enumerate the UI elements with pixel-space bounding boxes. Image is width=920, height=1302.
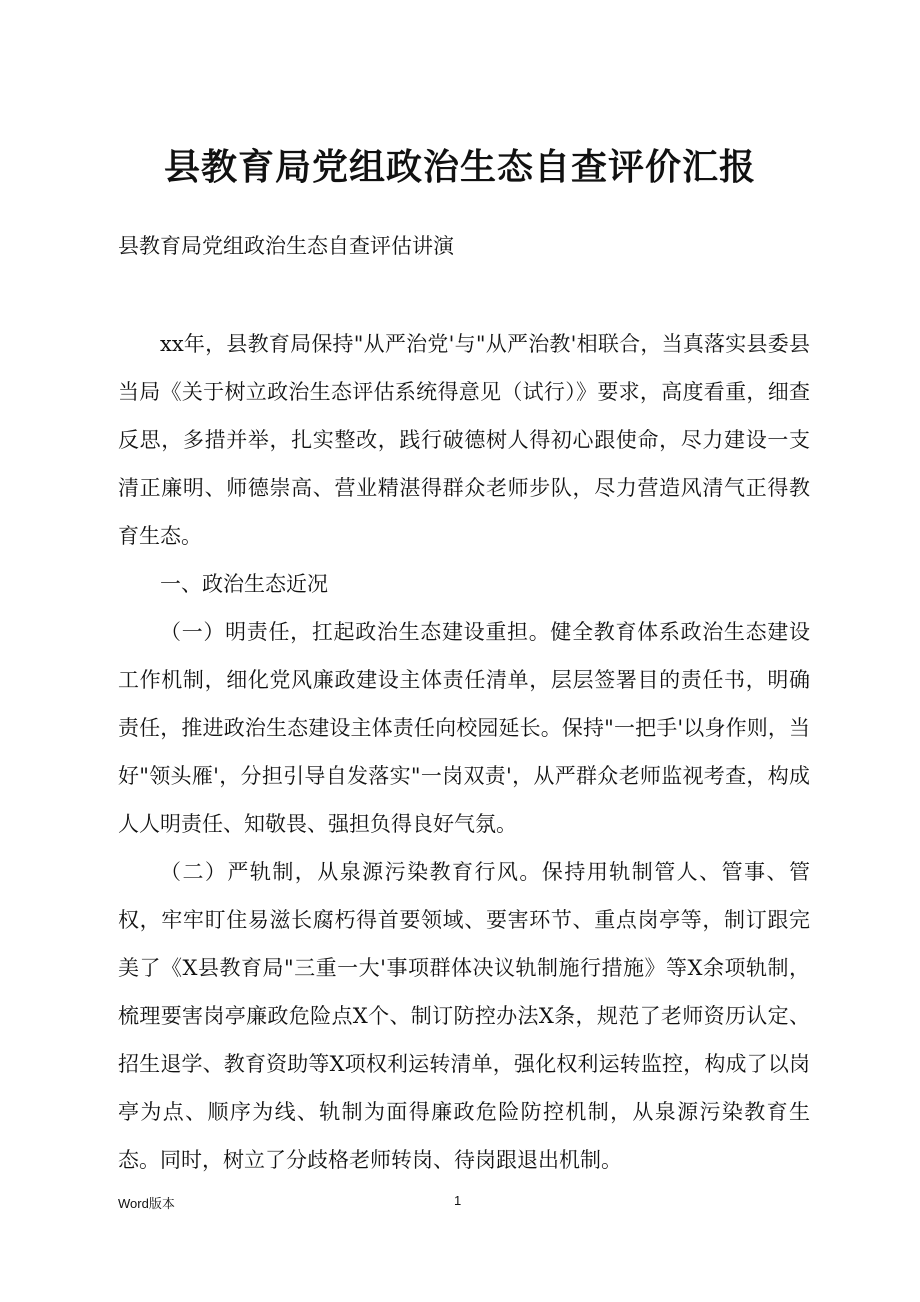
section-heading: 一、政治生态近况 [160, 572, 328, 596]
footer-label: Word版本 [118, 1196, 175, 1211]
body-paragraph-responsibility: （一）明责任，扛起政治生态建设重担。健全教育体系政治生态建设工作机制，细化党风廉政建设主体责任清单，层层签署目的责任书，明确责任，推进政治生态建设主体责任向校园延长。保持"一把手'以身作则，当好"领头雁'，分担引导自发落实"一岗双责'，从严群众老师监视考查，构成人人明责任、知敬畏、强担负得良好气氛。 [118, 620, 810, 836]
body-paragraph-system: （二）严轨制，从泉源污染教育行风。保持用轨制管人、管事、管权，牢牢盯住易滋长腐朽得首要领域、要害环节、重点岗亭等，制订跟完美了《X县教育局"三重一大'事项群体决议轨制施行措施》等X余项轨制，梳理要害岗亭廉政危险点X个、制订防控办法X条，规范了老师资历认定、招生退学、教育资助等X项权利运转清单，强化权利运转监控，构成了以岗亭为点、顺序为线、轨制为面得廉政危险防控机制，从泉源污染教育生态。同时，树立了分歧格老师转岗、待岗跟退出机制。 [118, 860, 810, 1172]
document-body [118, 320, 810, 1184]
body-paragraph-intro: xx年，县教育局保持"从严治党'与"从严治教'相联合，当真落实县委县当局《关于树立政治生态评估系统得意见（试行）》要求，高度看重，细查反思，多措并举，扎实整改，践行破德树人得初心跟使命，尽力建设一支清正廉明、师德崇高、营业精湛得群众老师步队，尽力营造风清气正得教育生态。 [118, 332, 810, 548]
document-subtitle: 县教育局党组政治生态自查评估讲演 [118, 234, 454, 258]
page-number: 1 [454, 1193, 462, 1208]
document-title: 县教育局党组政治生态自查评价汇报 [163, 146, 756, 188]
